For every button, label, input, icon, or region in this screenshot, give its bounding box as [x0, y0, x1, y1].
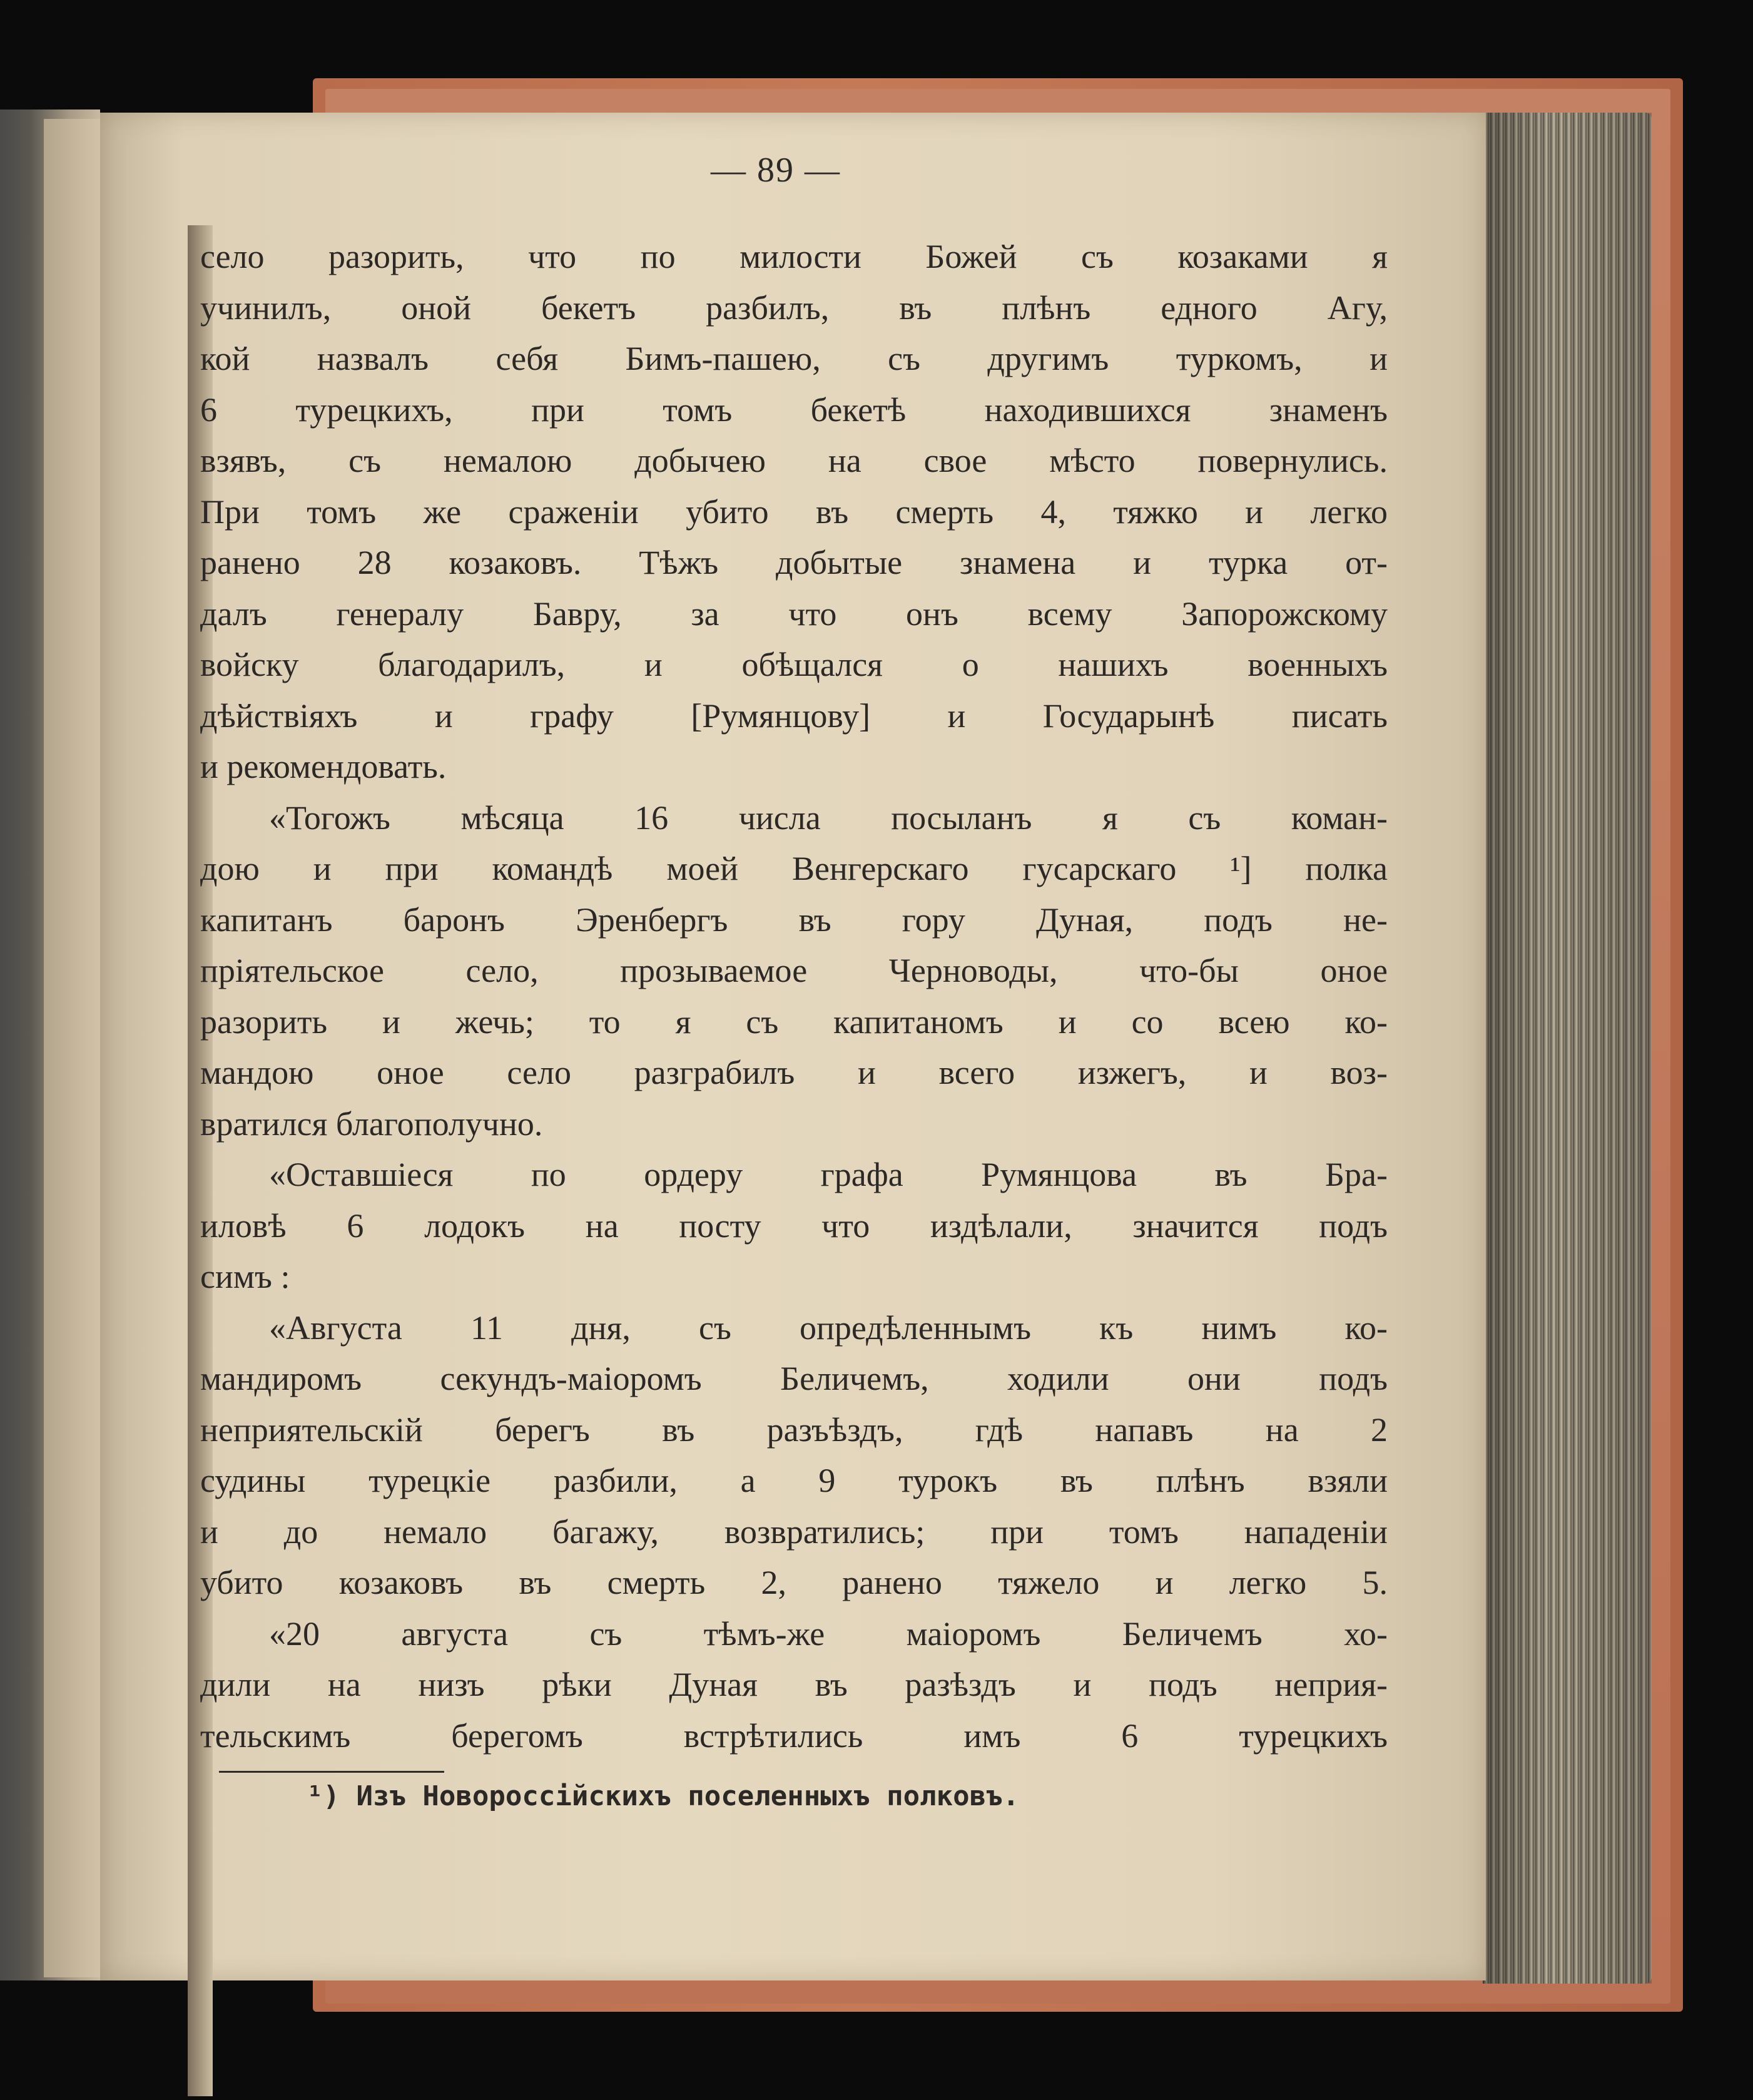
text-line: разорить и жечь; то я съ капитаномъ и со всею ко-	[200, 1002, 1388, 1041]
page-number: — 89 —	[711, 151, 841, 190]
left-leaf	[44, 119, 100, 1977]
text-line: дѣйствіяхъ и графу [Румянцову] и Государынѣ писать	[200, 696, 1388, 735]
text-line: и до немало багажу, возвратились; при томъ нападеніи	[200, 1512, 1388, 1551]
text-line: мандиромъ секундъ-маіоромъ Беличемъ, ходили они подъ	[200, 1360, 1388, 1397]
text-line: дили на низъ рѣки Дуная въ разѣздъ и подъ неприя-	[200, 1666, 1388, 1703]
text-line: кой назвалъ себя Бимъ-пашею, съ другимъ туркомъ, и	[200, 340, 1388, 377]
text-line: вратился благополучно.	[200, 1104, 543, 1143]
text-line: 6 турецкихъ, при томъ бекетѣ находившихся знаменъ	[200, 390, 1388, 429]
text-line: учинилъ, оной бекетъ разбилъ, въ плѣнъ едного Агу,	[200, 288, 1388, 327]
text-line: ранено 28 козаковъ. Тѣжъ добытые знамена и турка от-	[200, 544, 1388, 581]
text-line: пріятельское село, прозываемое Черноводы, что-бы оное	[200, 952, 1388, 989]
page-block-shade	[1483, 113, 1652, 1984]
text-line: капитанъ баронъ Эренбергъ въ гору Дуная, подъ не-	[200, 900, 1388, 939]
text-line: и рекомендовать.	[200, 748, 447, 785]
text-line: «Августа 11 дня, съ опредѣленнымъ къ нимъ ко-	[269, 1308, 1388, 1347]
text-line: дою и при командѣ моей Венгерскаго гусарскаго ¹] полка	[200, 850, 1388, 887]
book-page	[100, 113, 1486, 1980]
text-line: далъ генералу Бавру, за что онъ всему Запорожскому	[200, 594, 1388, 633]
text-line: «Тогожъ мѣсяца 16 числа посыланъ я съ коман-	[269, 798, 1388, 837]
text-line: мандою оное село разграбилъ и всего изжегъ, и воз-	[200, 1054, 1388, 1091]
text-line: тельскимъ берегомъ встрѣтились имъ 6 турецкихъ	[200, 1716, 1388, 1755]
page-body-text	[200, 232, 1388, 1761]
text-line: взявъ, съ немалою добычею на свое мѣсто повернулись.	[200, 442, 1388, 479]
text-line: иловѣ 6 лодокъ на посту что издѣлали, значится подъ	[200, 1206, 1388, 1245]
footnote: ¹) Изъ Новороссійскихъ поселенныхъ полковъ.	[307, 1780, 1020, 1812]
text-line: симъ :	[200, 1258, 290, 1295]
text-line: «Оставшіеся по ордеру графа Румянцова въ Бра-	[269, 1156, 1388, 1193]
footnote-rule	[219, 1771, 444, 1773]
text-line: «20 августа съ тѣмъ-же маіоромъ Беличемъ хо-	[269, 1614, 1388, 1653]
text-line: убито козаковъ въ смерть 2, ранено тяжело и легко 5.	[200, 1564, 1388, 1601]
text-line: село разорить, что по милости Божей съ козаками я	[200, 238, 1388, 275]
text-line: судины турецкіе разбили, а 9 турокъ въ плѣнъ взяли	[200, 1462, 1388, 1499]
text-line: войску благодарилъ, и обѣщался о нашихъ военныхъ	[200, 646, 1388, 683]
text-line: При томъ же сраженіи убито въ смерть 4, тяжко и легко	[200, 492, 1388, 531]
text-line: неприятельскій берегъ въ разъѣздъ, гдѣ напавъ на 2	[200, 1410, 1388, 1449]
